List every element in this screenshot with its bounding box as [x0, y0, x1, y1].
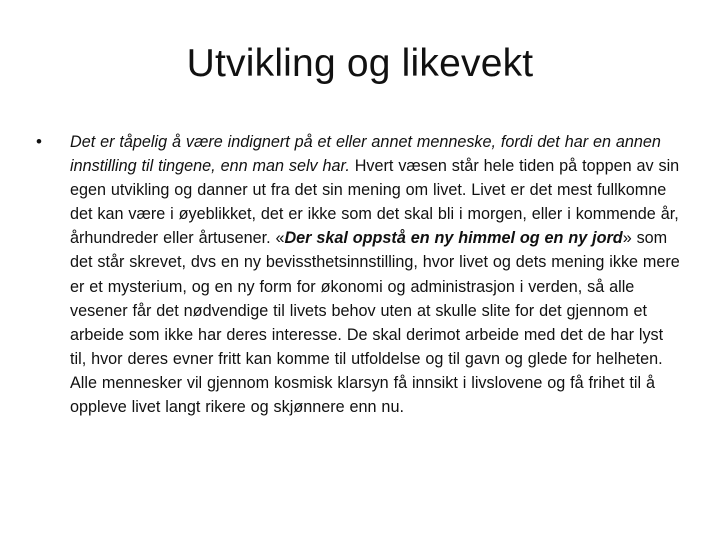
body-text-2: » som det står skrevet, dvs en ny bevissthetsinnstilling, hvor livet og dets mening ikke mere er et mysterium, og en ny form for økonomi og administrasjon i verden, så alle vesener får det nødvendige til livets behov uten at skulle slite for det gjennom et arbeide som ikke har deres interesse. De skal derimot arbeide med det de har lyst til, hvor deres evner fritt kan komme til utfoldelse og til gavn og glede for helheten. Alle mennesker vil gjennom kosmisk klarsyn få innsikt i livslovene og få frihet til å oppleve livet langt rikere og skjønnere enn nu. [70, 229, 680, 417]
bullet-item [36, 130, 680, 419]
slide-title: Utvikling og likevekt [186, 42, 534, 85]
quote-text: Der skal oppstå en ny himmel og en ny jord [284, 229, 623, 248]
body-text-1: Hvert væsen står hele tiden på toppen av sin egen utvikling og danner ut fra det sin mening om livet. Livet er det mest fullkomne det kan være i øyeblikket, det er ikke som det skal bli i morgen, eller i kommende år, århundreder eller årtusener. « [70, 157, 680, 248]
bullet-paragraph [70, 130, 680, 419]
bullet-marker: • [36, 132, 42, 151]
intro-italic-text: Det er tåpelig å være indignert på et eller annet menneske, fordi det har en annen innstilling til tingene, enn man selv har. [70, 133, 661, 176]
